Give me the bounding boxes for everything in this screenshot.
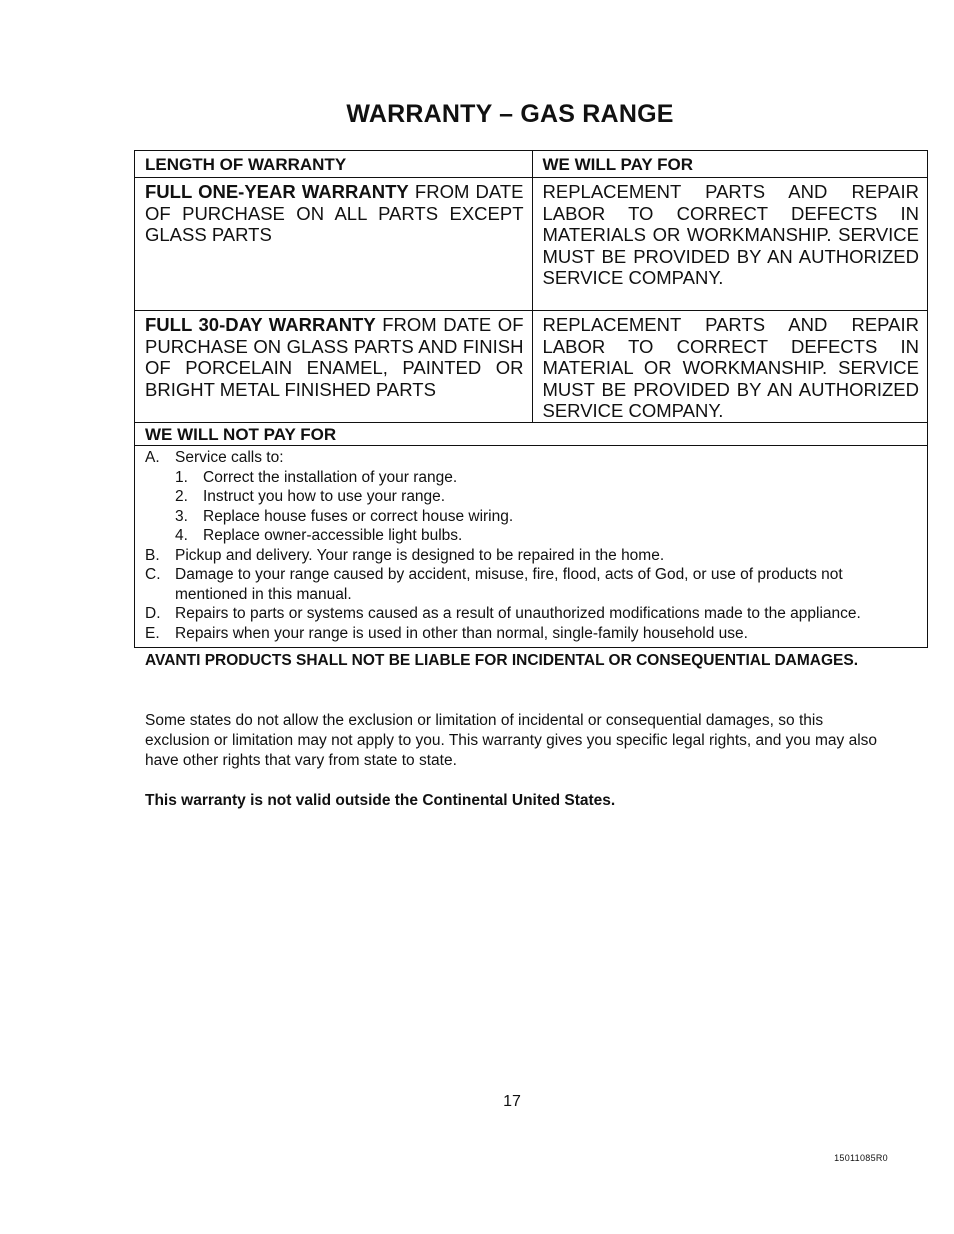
liability-disclaimer: AVANTI PRODUCTS SHALL NOT BE LIABLE FOR INCIDENTAL OR CONSEQUENTIAL DAMAGES. — [145, 652, 859, 669]
list-item-text: Correct the installation of your range. — [203, 468, 458, 486]
list-item-label: 4. — [175, 527, 188, 544]
page-title: WARRANTY – GAS RANGE — [346, 100, 674, 128]
list-item-text: Damage to your range caused by accident, misuse, fire, flood, acts of God, or use of products not mentioned in this manual. — [175, 566, 843, 603]
list-item-text: Service calls to: — [175, 449, 284, 466]
list-subitem — [145, 507, 913, 527]
list-item — [145, 604, 913, 624]
warranty-row-30-day — [134, 311, 928, 423]
we-will-not-pay-list — [135, 446, 927, 647]
list-subitem — [145, 487, 913, 507]
list-item-text: Replace house fuses or correct house wiring. — [203, 507, 514, 525]
one-year-we-will-pay: REPLACEMENT PARTS AND REPAIR LABOR TO CORRECT DEFECTS IN MATERIALS OR WORKMANSHIP. SERVICE MUST BE PROVIDED BY AN AUTHORIZED SERVICE COMPANY. — [532, 178, 929, 310]
list-item-label: 2. — [175, 488, 188, 505]
30-day-we-will-pay: REPLACEMENT PARTS AND REPAIR LABOR TO CORRECT DEFECTS IN MATERIAL OR WORKMANSHIP. SERVICE MUST BE PROVIDED BY AN AUTHORIZED SERVICE COMPANY. — [532, 311, 929, 422]
list-item-label: 3. — [175, 507, 188, 525]
document-code: 15011085R0 — [834, 1153, 888, 1163]
warranty-table-header — [134, 150, 928, 178]
state-rights-paragraph: Some states do not allow the exclusion or limitation of incidental or consequential damages, so this exclusion or limitation may not apply to you. This warranty gives you specific legal rights, and you may also have other rights that vary from state to state. — [145, 712, 878, 769]
list-item — [145, 624, 913, 644]
list-item — [145, 546, 913, 566]
list-item-text: Instruct you how to use your range. — [203, 488, 446, 505]
one-year-warranty-terms — [135, 178, 532, 310]
list-item-text: Replace owner-accessible light bulbs. — [203, 527, 463, 544]
list-item-label: D. — [145, 605, 161, 622]
page-number: 17 — [503, 1093, 521, 1110]
validity-note: This warranty is not valid outside the Continental United States. — [145, 792, 616, 809]
30-day-warranty-title: FULL 30-DAY WARRANTY — [145, 314, 376, 335]
list-subitem — [145, 526, 913, 546]
warranty-row-one-year — [134, 178, 928, 311]
list-item-label: 1. — [175, 468, 188, 486]
list-item — [145, 448, 913, 468]
one-year-warranty-title: FULL ONE-YEAR WARRANTY — [145, 181, 409, 202]
we-will-not-pay-section — [134, 423, 928, 648]
we-will-not-pay-header: WE WILL NOT PAY FOR — [135, 423, 927, 446]
list-item-text: Pickup and delivery. Your range is designed to be repaired in the home. — [175, 546, 665, 564]
list-item-text: Repairs when your range is used in other than normal, single-family household use. — [175, 624, 748, 642]
list-item-label: A. — [145, 449, 160, 466]
list-subitem — [145, 468, 913, 488]
list-item-text: Repairs to parts or systems caused as a result of unauthorized modifications made to the appliance. — [175, 605, 861, 622]
header-length-of-warranty: LENGTH OF WARRANTY — [145, 155, 347, 174]
list-item-label: C. — [145, 566, 161, 583]
list-item-label: B. — [145, 546, 160, 564]
one-year-warranty-coverage: FROM DATE OF PURCHASE ON ALL PARTS EXCEPT GLASS PARTS — [145, 181, 524, 245]
list-item-label: E. — [145, 624, 160, 642]
header-we-will-pay-for: WE WILL PAY FOR — [532, 151, 929, 177]
30-day-warranty-coverage: FROM DATE OF PURCHASE ON GLASS PARTS AND FINISH OF PORCELAIN ENAMEL, PAINTED OR BRIGHT METAL FINISHED PARTS — [145, 314, 524, 400]
30-day-warranty-terms — [135, 311, 532, 422]
warranty-table — [134, 150, 928, 648]
list-item — [145, 565, 913, 604]
